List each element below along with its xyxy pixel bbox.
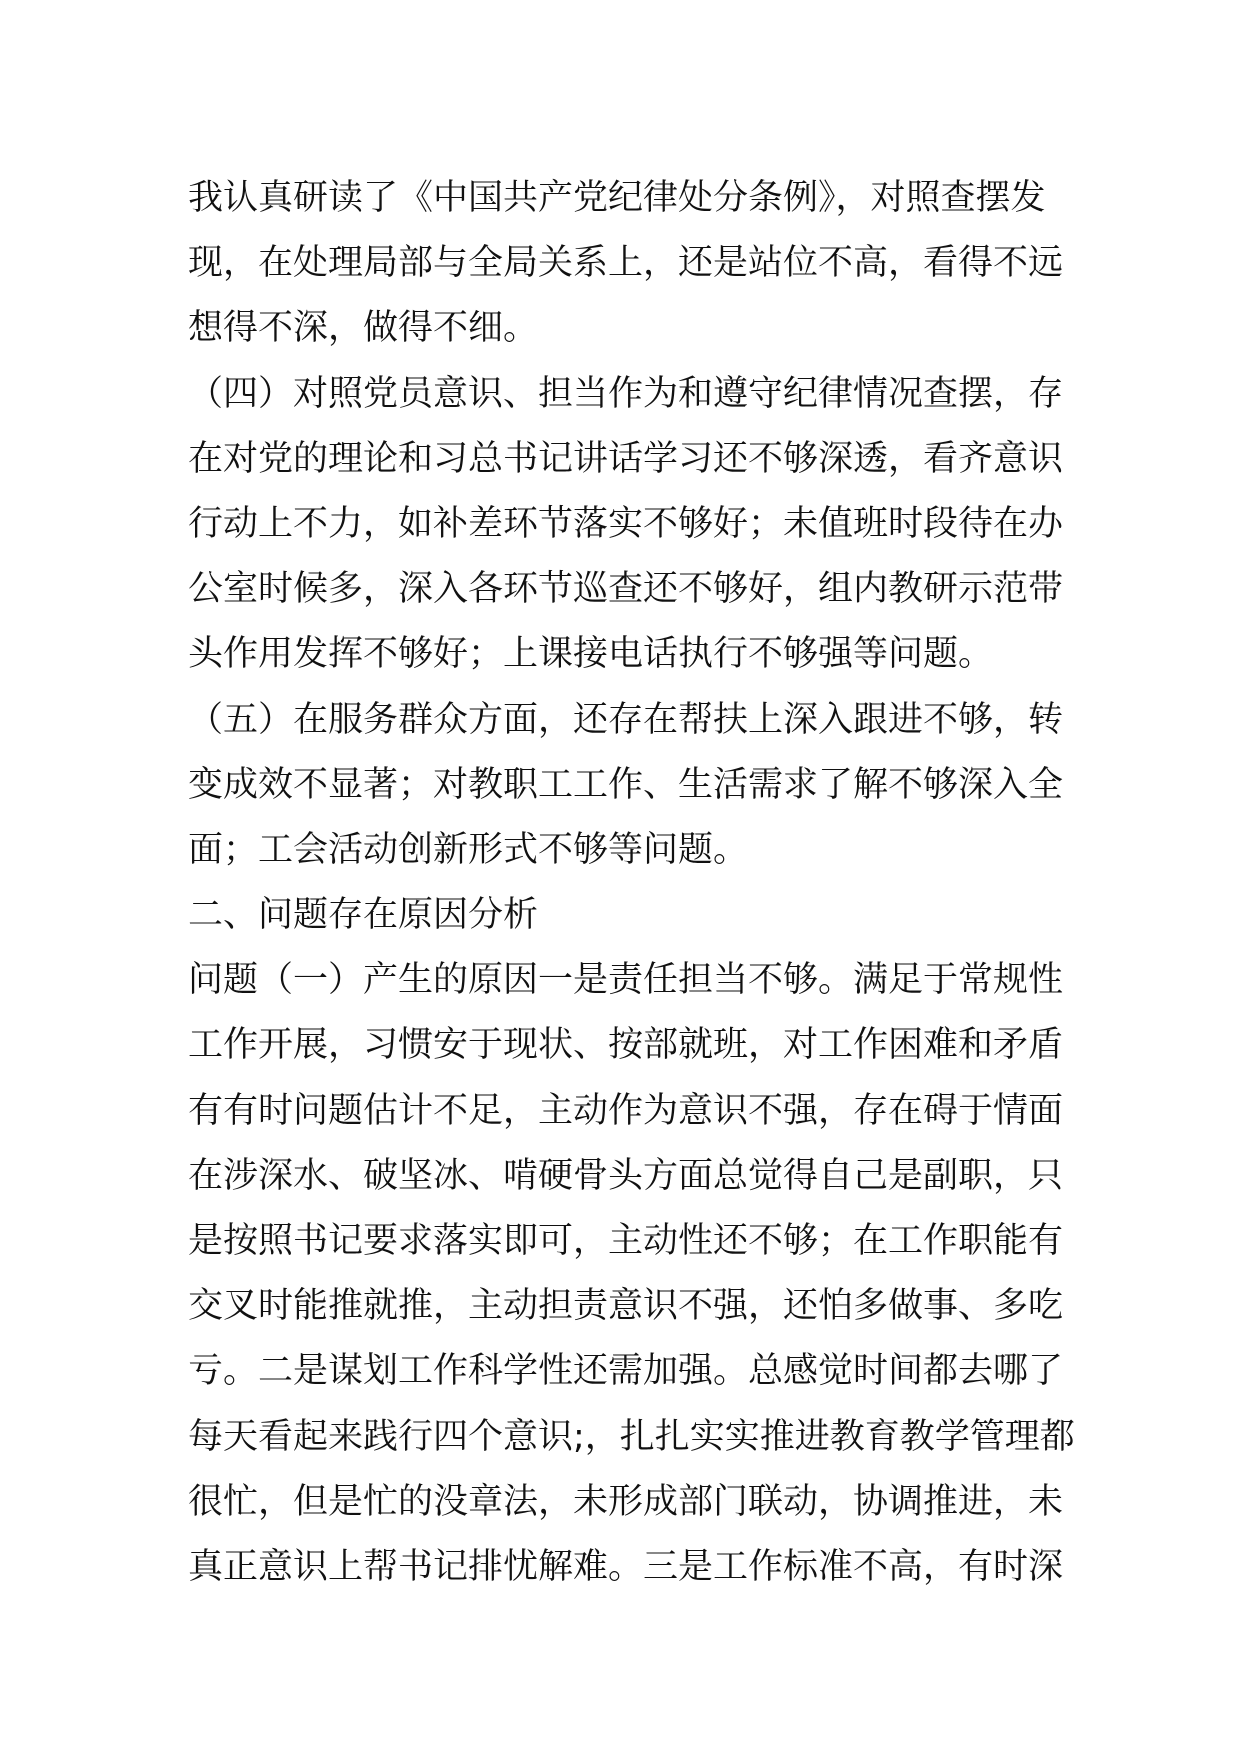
text-line: 亏。二是谋划工作科学性还需加强。总感觉时间都去哪了 [188, 1351, 1064, 1392]
text-line: 现，在处理局部与全局关系上，还是站位不高，看得不远 [188, 243, 1064, 284]
section-heading-two: 二、问题存在原因分析 [188, 895, 539, 936]
text-line: 很忙，但是忙的没章法，未形成部门联动，协调推进，未 [188, 1481, 1064, 1522]
section-heading-five: （五）在服务群众方面，还存在帮扶上深入跟进不够，转 [188, 699, 1064, 740]
section-heading-four: （四）对照党员意识、担当作为和遵守纪律情况查摆，存 [188, 373, 1064, 414]
text-line: 头作用发挥不够好；上课接电话执行不够强等问题。 [188, 634, 994, 675]
text-line: 在涉深水、破坚冰、啃硬骨头方面总觉得自己是副职，只 [188, 1155, 1064, 1196]
document-body [188, 166, 1075, 1600]
text-line: 公室时候多，深入各环节巡查还不够好，组内教研示范带 [188, 569, 1064, 610]
text-line: 在对党的理论和习总书记讲话学习还不够深透，看齐意识 [188, 438, 1064, 479]
text-line: 真正意识上帮书记排忧解难。三是工作标准不高，有时深 [188, 1546, 1064, 1587]
text-line: 有有时问题估计不足，主动作为意识不强，存在碍于情面 [188, 1090, 1064, 1131]
text-line: 交叉时能推就推，主动担责意识不强，还怕多做事、多吃 [188, 1286, 1064, 1327]
text-line: 是按照书记要求落实即可，主动性还不够；在工作职能有 [188, 1221, 1064, 1261]
text-line: 变成效不显著；对教职工工作、生活需求了解不够深入全 [188, 764, 1064, 805]
text-line: 每天看起来践行四个意识;，扎扎实实推进教育教学管理都 [188, 1416, 1075, 1457]
text-line: 想得不深，做得不细。 [188, 308, 539, 349]
text-line: 问题（一）产生的原因一是责任担当不够。满足于常规性 [188, 960, 1064, 1001]
text-line: 工作开展，习惯安于现状、按部就班，对工作困难和矛盾 [188, 1025, 1064, 1066]
text-line: 行动上不力，如补差环节落实不够好；未值班时段待在办 [188, 503, 1064, 544]
text-line: 我认真研读了《中国共产党纪律处分条例》，对照查摆发 [188, 178, 1046, 218]
text-line: 面；工会活动创新形式不够等问题。 [188, 829, 749, 870]
